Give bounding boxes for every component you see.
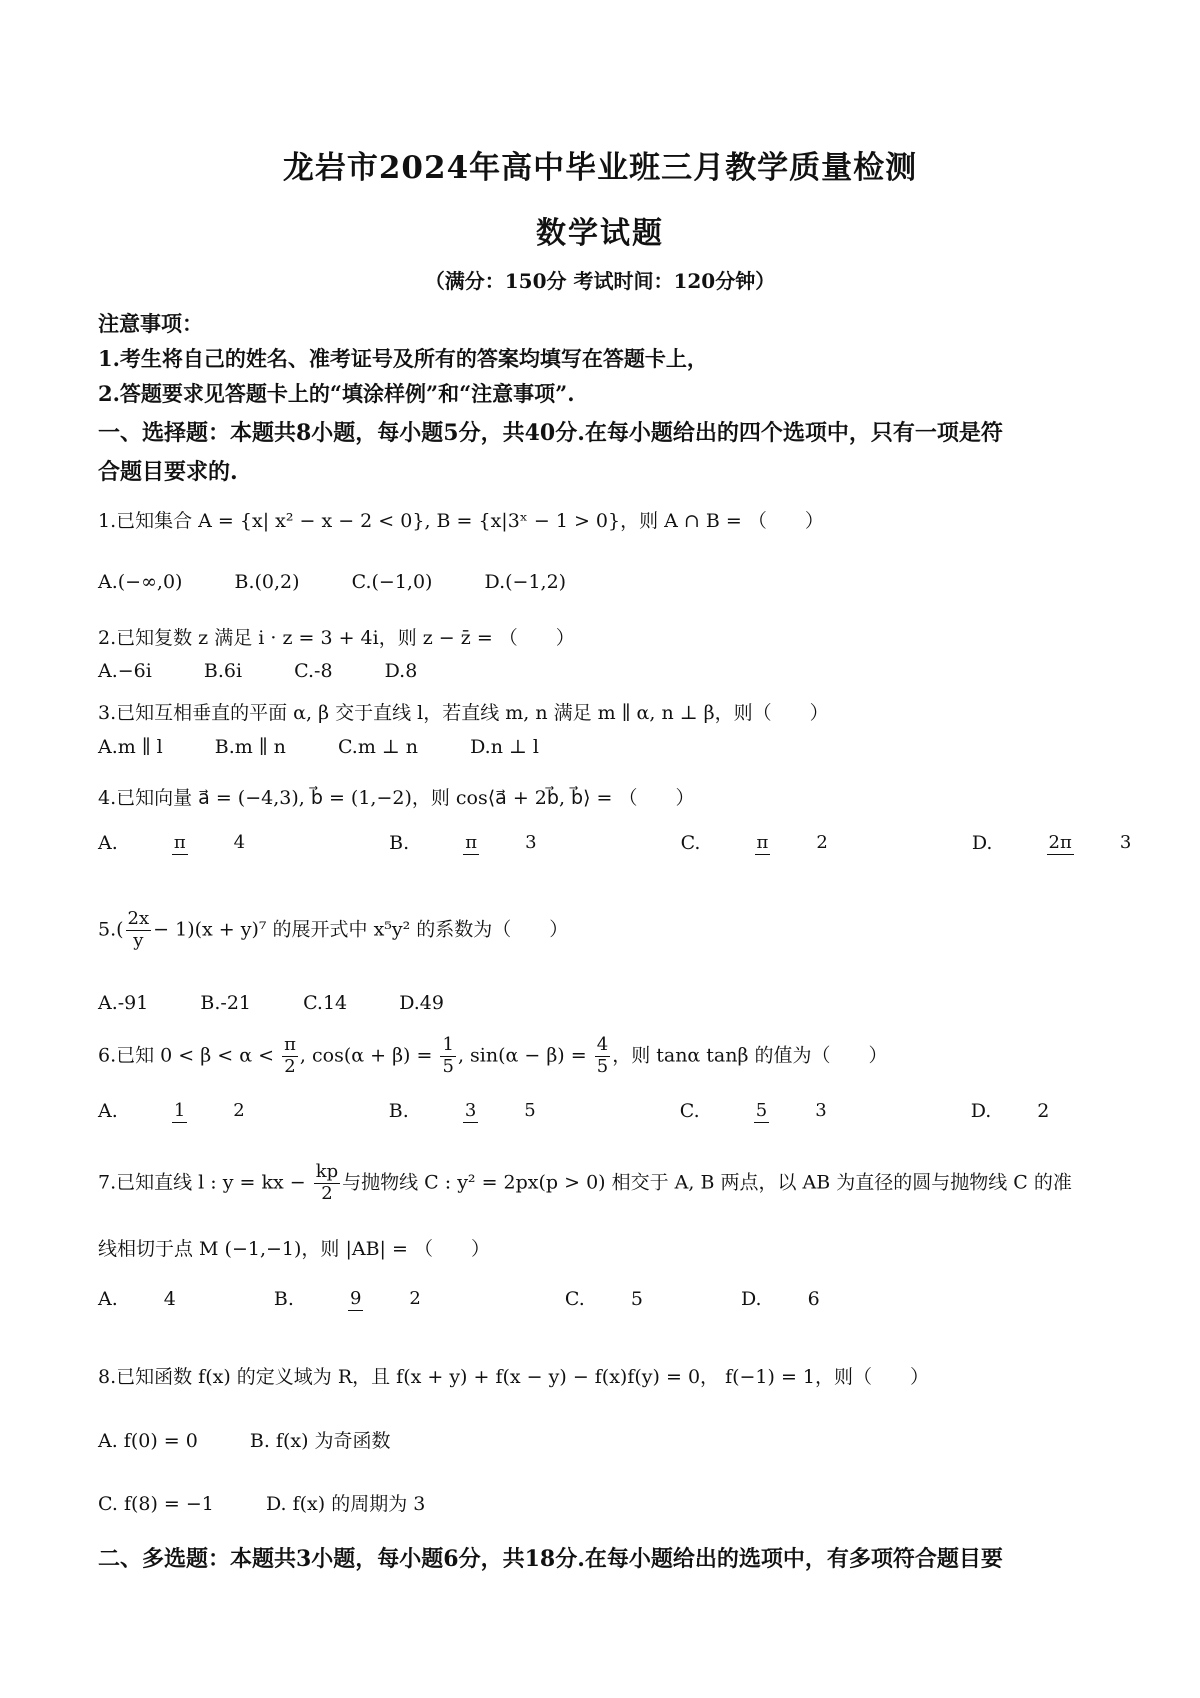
q4-option-c-fraction: π 2 bbox=[756, 832, 828, 854]
q5-option-c[interactable]: C.14 bbox=[303, 992, 348, 1014]
q6-option-d[interactable] bbox=[971, 1100, 1096, 1122]
notice-heading: 注意事项： bbox=[98, 311, 203, 336]
question-2-stem: 2.已知复数 z 满足 i · z = 3 + 4i，则 z − z̄ = （ ） bbox=[98, 627, 575, 649]
question-7-options bbox=[98, 1288, 1108, 1311]
q5-option-b[interactable]: B.-21 bbox=[200, 992, 252, 1014]
q1-option-b[interactable]: B.(0,2) bbox=[234, 571, 300, 593]
q2-option-a[interactable]: A.−6i bbox=[98, 660, 152, 682]
q1-option-d[interactable]: D.(−1,2) bbox=[484, 571, 567, 593]
q6-part1: 6.已知 0 < β < α < bbox=[98, 1044, 275, 1067]
q5-prefix: 5.( bbox=[98, 918, 124, 941]
q7-option-a-value: 4 bbox=[163, 1288, 176, 1310]
q7-option-d-value: 6 bbox=[807, 1288, 820, 1310]
q7-option-b-label: B. bbox=[273, 1288, 294, 1310]
q7-option-a-label: A. bbox=[98, 1288, 118, 1310]
q6-fraction-1: $\frac{\pi}{2}$ bbox=[284, 1034, 296, 1077]
q1-option-a[interactable]: A.(−∞,0) bbox=[98, 571, 183, 593]
q6-option-a-label: A. bbox=[98, 1100, 118, 1122]
q6-part3: , sin(α − β) = bbox=[457, 1044, 587, 1067]
question-3-stem: 3.已知互相垂直的平面 α, β 交于直线 l，若直线 m, n 满足 m ∥ α, n ⊥ β，则（ ） bbox=[98, 702, 829, 724]
q6-part4: ，则 tanα tanβ 的值为（ ） bbox=[612, 1044, 888, 1067]
q7-fraction: $\frac{kp}{2}$ bbox=[315, 1161, 339, 1204]
notice-item-2: 2.答题要求见答题卡上的“填涂样例”和“注意事项”. bbox=[98, 381, 575, 406]
q6-option-c[interactable] bbox=[680, 1100, 919, 1123]
exam-meta: （满分：150分 考试时间：120分钟） bbox=[424, 269, 776, 293]
q7-part1: 7.已知直线 l : y = kx − bbox=[98, 1171, 306, 1194]
q7-option-c-label: C. bbox=[564, 1288, 585, 1310]
q5-option-a[interactable]: A.-91 bbox=[98, 992, 149, 1014]
q3-option-c[interactable]: C.m ⊥ n bbox=[337, 736, 419, 758]
question-1-options bbox=[98, 571, 1108, 593]
section1-heading-cont: 合题目要求的. bbox=[98, 459, 238, 485]
question-7-stem bbox=[98, 1163, 1108, 1204]
q6-option-b-fraction: 3 5 bbox=[464, 1100, 536, 1122]
section1-heading: 一、选择题：本题共8小题，每小题5分，共40分.在每小题给出的四个选项中，只有一项是符 bbox=[98, 420, 1003, 446]
exam-subject: 数学试题 bbox=[536, 216, 664, 251]
q7-option-c-value: 5 bbox=[630, 1288, 643, 1310]
q4-option-a-label: A. bbox=[98, 832, 118, 854]
q2-option-c[interactable]: C.-8 bbox=[294, 660, 333, 682]
q3-option-b[interactable]: B.m ∥ n bbox=[214, 736, 286, 758]
q8-option-d[interactable]: D. f(x) 的周期为 3 bbox=[265, 1493, 426, 1515]
q3-option-a[interactable]: A.m ∥ l bbox=[98, 736, 163, 758]
q7-option-b[interactable] bbox=[274, 1288, 513, 1311]
q6-option-c-label: C. bbox=[679, 1100, 700, 1122]
q5-rest: − 1)(x + y)⁷ 的展开式中 x⁵y² 的系数为（ ） bbox=[153, 918, 569, 941]
question-7-stem-cont: 线相切于点 M (−1,−1)，则 |AB| = （ ） bbox=[98, 1238, 490, 1260]
q6-fraction-3: $\frac{4}{5}$ bbox=[596, 1034, 609, 1077]
q7-option-b-fraction: 9 2 bbox=[349, 1288, 421, 1310]
question-8-options-row2 bbox=[98, 1489, 1108, 1516]
q5-option-d[interactable]: D.49 bbox=[399, 992, 444, 1014]
q5-fraction: $\frac{2x}{y}$ bbox=[127, 908, 150, 951]
question-8-options-row1 bbox=[98, 1426, 1108, 1453]
q6-option-b-label: B. bbox=[388, 1100, 409, 1122]
question-4-options bbox=[98, 832, 1132, 855]
q4-option-d-label: D. bbox=[971, 832, 993, 854]
q7-option-c[interactable] bbox=[565, 1288, 689, 1310]
question-2-options bbox=[98, 660, 1108, 682]
q6-option-d-label: D. bbox=[970, 1100, 992, 1122]
q8-option-a[interactable]: A. f(0) = 0 bbox=[98, 1430, 198, 1452]
question-1-stem: 1.已知集合 A = {x| x² − x − 2 < 0}, B = {x|3ˣ − 1 > 0}，则 A ∩ B = （ ） bbox=[98, 510, 824, 532]
q4-option-b-fraction: π 3 bbox=[465, 832, 537, 854]
q6-option-b[interactable] bbox=[389, 1100, 628, 1123]
q4-option-b-label: B. bbox=[389, 832, 410, 854]
q6-option-c-fraction: 5 3 bbox=[755, 1100, 827, 1122]
question-8-stem: 8.已知函数 f(x) 的定义域为 R，且 f(x + y) + f(x − y) − f(x)f(y) = 0， f(−1) = 1，则（ ） bbox=[98, 1366, 930, 1388]
exam-title: 龙岩市2024年高中毕业班三月教学质量检测 bbox=[282, 150, 918, 186]
q4-option-d[interactable] bbox=[972, 832, 1200, 855]
q1-option-c[interactable]: C.(−1,0) bbox=[351, 571, 433, 593]
q7-option-d-label: D. bbox=[740, 1288, 762, 1310]
q6-fraction-2: $\frac{1}{5}$ bbox=[442, 1034, 454, 1077]
notice-item-1: 1.考生将自己的姓名、准考证号及所有的答案均填写在答题卡上， bbox=[98, 346, 708, 371]
question-5-stem bbox=[98, 910, 1108, 951]
q7-part2: 与抛物线 C : y² = 2px(p > 0) 相交于 A, B 两点，以 AB 为直径的圆与抛物线 C 的准 bbox=[342, 1171, 1072, 1194]
q6-option-d-value: 2 bbox=[1037, 1100, 1050, 1122]
q6-option-a-fraction: 1 2 bbox=[173, 1100, 245, 1122]
q7-option-a[interactable] bbox=[98, 1288, 222, 1310]
q4-option-d-fraction: 2π 3 bbox=[1048, 832, 1132, 854]
q4-option-a[interactable] bbox=[98, 832, 337, 855]
q2-option-b[interactable]: B.6i bbox=[203, 660, 243, 682]
question-6-stem bbox=[98, 1036, 1108, 1077]
q6-part2: , cos(α + β) = bbox=[299, 1044, 433, 1067]
q3-option-d[interactable]: D.n ⊥ l bbox=[470, 736, 539, 758]
q6-option-a[interactable] bbox=[98, 1100, 337, 1123]
section2-heading: 二、多选题：本题共3小题，每小题6分，共18分.在每小题给出的选项中，有多项符合题目要 bbox=[98, 1546, 1003, 1572]
question-3-options bbox=[98, 736, 1108, 758]
q8-option-b[interactable]: B. f(x) 为奇函数 bbox=[249, 1430, 391, 1452]
q7-option-d[interactable] bbox=[741, 1288, 866, 1310]
q2-option-d[interactable]: D.8 bbox=[384, 660, 418, 682]
q4-option-a-fraction: π 4 bbox=[173, 832, 246, 854]
question-5-options bbox=[98, 992, 1108, 1014]
q8-option-c[interactable]: C. f(8) = −1 bbox=[98, 1493, 214, 1515]
q4-option-c-label: C. bbox=[680, 832, 701, 854]
question-6-options bbox=[98, 1100, 1108, 1123]
q4-option-b[interactable] bbox=[389, 832, 628, 855]
q4-option-c[interactable] bbox=[681, 832, 920, 855]
question-4-stem: 4.已知向量 a⃗ = (−4,3), b⃗ = (1,−2)，则 cos⟨a⃗ + 2b⃗, b⃗⟩ = （ ） bbox=[98, 787, 695, 809]
